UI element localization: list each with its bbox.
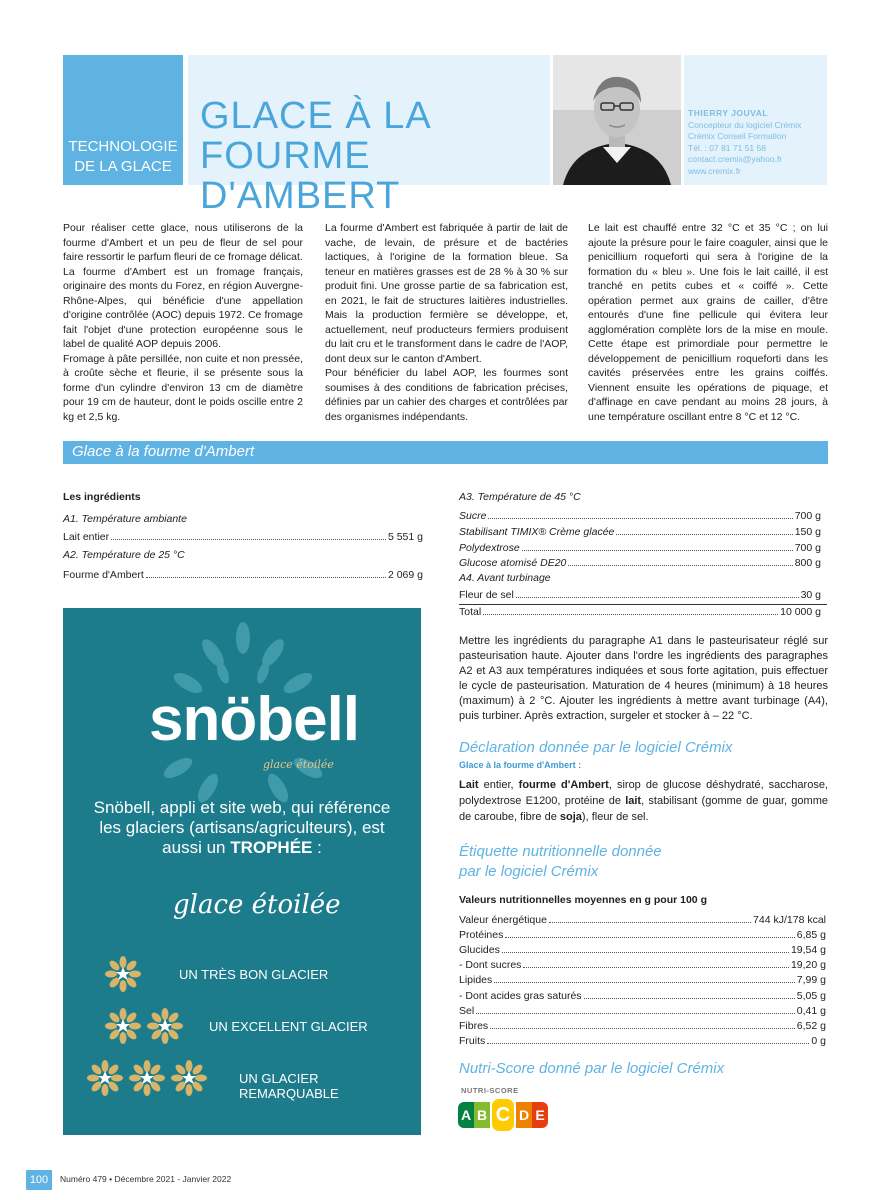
ingredient-value: 800 g [794, 557, 821, 569]
author-email[interactable]: contact.cremix@yahoo.fr [688, 154, 783, 164]
intro-paragraph: La fourme d'Ambert est fabriquée à partir de lait de vache, de levain, de présure et de bactéries lactiques, à l'origine de la formation bleue. Sa teneur en matières grasses est de 28 % à 30 % sur produit fini. Une grosse partie de sa fabrication est, en 2021, le fait de structures laitières industrielles. Mais la production fermière se développe, et, actuellement, neuf producteurs fermiers produisent du lait cru et le transforment dans le cadre de l'AOP, dont deux sur le canton d'Ambert. [325, 222, 568, 365]
decl-text: entier, [478, 779, 519, 791]
nutriscore-heading: Nutri-Score donné par le logiciel Crémix [459, 1060, 725, 1077]
ingredient-value: 700 g [794, 510, 821, 522]
nutrition-row [459, 942, 826, 956]
star-icon [171, 1060, 207, 1096]
nutriscore-label: NUTRI-SCORE [461, 1086, 519, 1095]
nutrition-value: 6,52 g [796, 1019, 826, 1032]
author-photo [553, 55, 681, 185]
ingredient-value: 5 551 g [387, 531, 423, 543]
intro-paragraph: Le lait est chauffé entre 32 °C et 35 °C ; on lui ajoute la présure pour le faire coaguler, ainsi que le penicillium roqueforti qui sera à l'origine de la formation du « bleu ». Une fois le lait caillé, il est tranché en petits cubes et « coiffé ». Cette opération permet aux grains de cailler, d'être entourés d'une fine pellicule qui évitera leur agglomération complète lors de la mise en moule. Cette étape est primordiale pour permettre le développement de penicillium roqueforti dans les cavités préservées entre les grains coiffés. Viennent ensuite les opérations de piquage, et d'affinage en cave pendant au moins 28 jours, à une température oscillant entre 8 °C et 12 °C. [588, 222, 828, 423]
star-icon [147, 1008, 183, 1044]
nutriscore-grade-d: D [516, 1102, 532, 1128]
star-group [105, 956, 141, 992]
promo-text-bold: TROPHÉE [230, 838, 313, 857]
total-label: Total [459, 606, 482, 618]
declaration-subheading: Glace à la fourme d'Ambert : [459, 760, 582, 770]
ingredient-label: Fourme d'Ambert [63, 569, 144, 581]
nutrition-row [459, 957, 826, 971]
nutrition-value: 0 g [811, 1034, 826, 1047]
recipe-section-title: Glace à la fourme d'Ambert [72, 443, 255, 460]
nutrition-label: Fruits [459, 1034, 486, 1047]
nutriscore-badge [458, 1097, 550, 1133]
nutrition-row [459, 1033, 826, 1047]
nutrition-row [459, 1018, 826, 1032]
promo-text-part: : [312, 838, 322, 857]
glacier-level-label: UN TRÈS BON GLACIER [179, 967, 329, 982]
ingredient-label: Glucose atomisé DE20 [459, 557, 567, 569]
total-value: 10 000 g [780, 606, 821, 618]
ingredient-line [459, 508, 821, 522]
ingredient-line [63, 529, 423, 543]
author-web[interactable]: www.cremix.fr [688, 165, 741, 176]
intro-paragraph: Fromage à pâte persillée, non cuite et non pressée, à croûte sèche et fleurie, il se présente sous la forme d'un cylindre d'environ 13 cm de diamètre pour 19 cm de hauteur, dont le poids oscille entre 2 kg et 2,5 kg. [63, 352, 303, 423]
section-label-2: DE LA GLACE [74, 158, 172, 175]
section-label-1: TECHNOLOGIE [68, 138, 178, 155]
nutriscore-grade-c: C [490, 1097, 516, 1133]
ingredient-label: Sucre [459, 510, 487, 522]
nutrition-label: Lipides [459, 974, 493, 987]
ingredient-line [63, 567, 423, 581]
nutrition-label: - Dont sucres [459, 959, 522, 972]
star-icon [105, 956, 141, 992]
star-group [87, 1060, 207, 1096]
intro-column-3 [588, 221, 828, 424]
nutrition-row [459, 988, 826, 1002]
nutrition-heading [459, 842, 662, 882]
declaration-heading: Déclaration donnée par le logiciel Crémix [459, 739, 733, 756]
author-info [688, 108, 826, 177]
nutrition-value: 744 kJ/178 kcal [753, 914, 826, 926]
ingredient-value: 700 g [794, 542, 821, 554]
ingredient-label: Fleur de sel [459, 589, 514, 601]
glacier-level-label: UN EXCELLENT GLACIER [209, 1019, 368, 1034]
intro-paragraph: Pour réaliser cette glace, nous utiliserons de la fourme d'Ambert et un peu de fleur de sel pour faire ressortir le parfum fleuri de ce fromage délicat. [63, 222, 303, 263]
promo-script: glace étoilée [173, 890, 341, 920]
decl-bold: lait [625, 795, 642, 807]
ingredient-line [459, 587, 821, 601]
method-paragraph: Mettre les ingrédients du paragraphe A1 dans le pasteurisateur réglé sur pasteurisation haute. Ajouter dans l'ordre les ingrédients des paragraphes A2 et A3 aux températures indiquées et sous forte agitation, puis effectuer le cycle de pasteurisation. Maturation de 4 heures (minimum) à 18 heures (maximum) à 2 °C. Ajouter les ingrédients à mettre avant turbinage (A4), puis turbiner. Après extraction, surgeler et stocker à – 22 °C. [459, 635, 828, 722]
intro-paragraph: La fourme d'Ambert est un fromage français, originaire des monts du Forez, en région Auvergne-Rhône-Alpes, qui bénéficie d'une appellation d'origine contrôlée (AOC) depuis 1972. Ce fromage fait l'objet d'une protection européenne sous le label de qualité AOP depuis 2006. [63, 265, 303, 350]
nutrition-value: 0,41 g [796, 1004, 826, 1017]
nutrition-label: Glucides [459, 944, 500, 957]
ingredient-value: 2 069 g [387, 569, 423, 581]
ingredient-value: 30 g [800, 589, 821, 601]
nutrition-row [459, 912, 826, 926]
nutrition-value: 19,20 g [790, 959, 826, 972]
decl-bold: fourme d'Ambert [518, 779, 609, 791]
intro-paragraph: Pour bénéficier du label AOP, les fourmes sont soumises à des conditions de fabrication précises, définies par un cahier des charges et contrôlées par des organismes indépendants. [325, 367, 568, 423]
ingredient-label: Stabilisant TIMIX® Crème glacée [459, 526, 615, 538]
page-title-line-2: FOURME D'AMBERT [200, 135, 401, 217]
intro-column-2 [325, 221, 568, 424]
nutrition-value: 19,54 g [790, 944, 826, 957]
a3-title: A3. Température de 45 °C [459, 491, 581, 503]
issue-info: Numéro 479 • Décembre 2021 - Janvier 2022 [60, 1174, 232, 1184]
nutrition-label: Valeur énergétique [459, 914, 547, 926]
ingredient-line [459, 540, 821, 554]
ingredients-title: Les ingrédients [63, 491, 141, 503]
nutrition-table-title: Valeurs nutritionnelles moyennes en g pour 100 g [459, 894, 707, 906]
section-tab [63, 55, 183, 185]
snobell-promo [63, 608, 421, 1135]
nutrition-label: - Dont acides gras saturés [459, 989, 582, 1002]
star-icon [105, 1008, 141, 1044]
a2-title: A2. Température de 25 °C [63, 549, 185, 561]
decl-bold: soja [559, 811, 582, 823]
nutriscore-grade-b: B [474, 1102, 490, 1128]
author-role: Concepteur du logiciel Crémix [688, 119, 802, 130]
intro-column-1 [63, 221, 303, 424]
ingredient-label: Polydextrose [459, 542, 520, 554]
decl-text: , stabilisant (gomme de guar, gomme de caroube, fibre de [459, 795, 828, 823]
nutrition-label: Sel [459, 1004, 475, 1017]
nutrition-row [459, 972, 826, 986]
decl-text: , sirop de glucose déshydraté, saccharose, polydextrose E1200, protéine de [459, 779, 828, 807]
nutrition-row [459, 927, 826, 941]
star-icon [129, 1060, 165, 1096]
page-title-line-1: GLACE À LA [200, 95, 432, 137]
a1-title: A1. Température ambiante [63, 513, 187, 525]
page-title [200, 96, 540, 216]
nutrition-label: Protéines [459, 929, 504, 942]
nutrition-row [459, 1003, 826, 1017]
snobell-logo: snöbell [149, 685, 360, 754]
star-icon [87, 1060, 123, 1096]
ingredient-label: Lait entier [63, 531, 110, 543]
decl-text: ), fleur de sel. [581, 811, 649, 823]
total-line [459, 604, 821, 618]
ingredient-value: 150 g [794, 526, 821, 538]
nutriscore-grade-a: A [458, 1102, 474, 1128]
snobell-tagline: glace étoilée [263, 758, 334, 771]
nutrition-value: 6,85 g [796, 929, 826, 942]
glacier-level-label: UN GLACIER REMARQUABLE [239, 1071, 339, 1101]
nutriscore-grade-e: E [532, 1102, 548, 1128]
ingredient-line [459, 524, 821, 538]
nutrition-value: 5,05 g [796, 989, 826, 1002]
nutrition-heading-line-2: par le logiciel Crémix [459, 863, 599, 880]
author-company: Crémix Conseil Formation [688, 131, 787, 141]
promo-text-part: Snöbell, appli et site web, qui référence les glaciers (artisans/agriculteurs), est aussi un [93, 798, 391, 857]
nutrition-label: Fibres [459, 1019, 489, 1032]
author-phone: Tél. : 07 81 71 51 58 [688, 142, 766, 153]
page-number: 100 [26, 1170, 52, 1190]
nutrition-heading-line-1: Étiquette nutritionnelle donnée [459, 843, 662, 860]
a4-title: A4. Avant turbinage [459, 572, 551, 584]
ingredient-line [459, 555, 821, 569]
star-group [105, 1008, 183, 1044]
nutrition-value: 7,99 g [796, 974, 826, 987]
promo-text [83, 798, 401, 858]
decl-bold: Lait [459, 779, 479, 791]
declaration-text [459, 777, 828, 825]
author-name: THIERRY JOUVAL [688, 108, 769, 118]
